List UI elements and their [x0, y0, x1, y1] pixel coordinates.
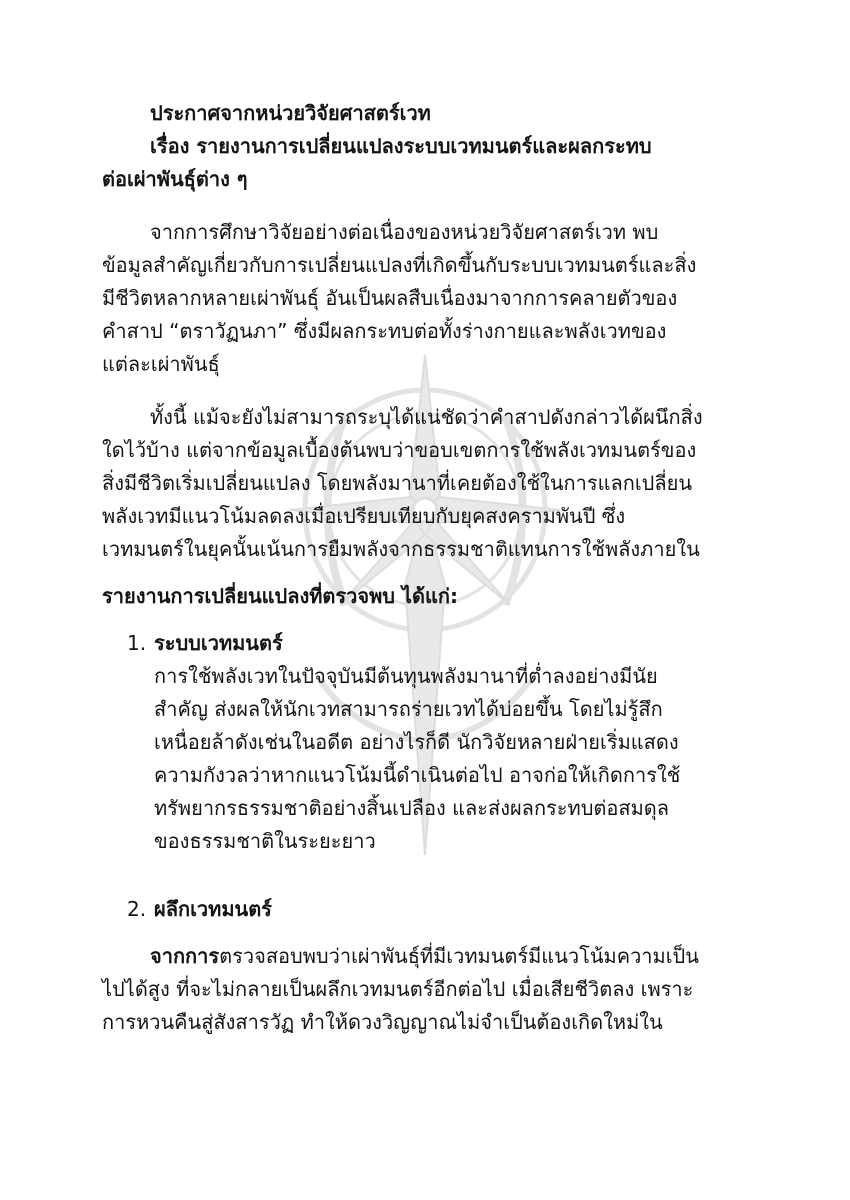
announcement-title: ประกาศจากหน่วยวิจัยศาสตร์เวท	[150, 101, 431, 125]
paragraph-line: ไปได้สูง ที่จะไม่กลายเป็นผลึกเวทมนตร์อีกต่อไป เมื่อเสียชีวิตลง เพราะ	[102, 977, 694, 1001]
list-item-title: ระบบเวทมนตร์	[154, 631, 283, 655]
paragraph-crystal	[102, 940, 748, 1039]
paragraph-line: สิ่งมีชีวิตเริ่มเปลี่ยนแปลง โดยพลังมานาที่เคยต้องใช้ในการแลกเปลี่ยน	[102, 471, 692, 495]
list-item-title: ผลึกเวทมนตร์	[154, 897, 272, 921]
report-heading: รายงานการเปลี่ยนแปลงที่ตรวจพบ ได้แก่:	[102, 584, 458, 608]
paragraph-line: มีชีวิตหลากหลายเผ่าพันธุ์ อันเป็นผลสืบเนื่องมาจากการคลายตัวของ	[102, 286, 678, 310]
document-body	[102, 97, 748, 1039]
paragraph-line	[102, 940, 748, 973]
announcement-subject-continued: ต่อเผ่าพันธุ์ต่าง ๆ	[102, 167, 248, 191]
announcement-heading	[102, 97, 748, 196]
paragraph-line: ข้อมูลสำคัญเกี่ยวกับการเปลี่ยนแปลงที่เกิดขึ้นกับระบบเวทมนตร์และสิ่ง	[102, 253, 697, 277]
paragraph-line: ทั้งนี้ แม้จะยังไม่สามารถระบุได้แน่ชัดว่าคำสาปดังกล่าวได้ผนึกสิ่ง	[150, 405, 703, 429]
list-item-magic-crystal	[102, 893, 748, 926]
list-item-number: 2.	[127, 897, 147, 921]
paragraph-details	[102, 401, 748, 566]
paragraph-line: คำสาป “ตราวัฏนภา” ซึ่งมีผลกระทบต่อทั้งร่างกายและพลังเวทของ	[102, 319, 667, 343]
list-item-line: ทรัพยากรธรรมชาติอย่างสิ้นเปลือง และส่งผลกระทบต่อสมดุล	[154, 796, 670, 820]
list-item-magic-system	[102, 627, 748, 858]
paragraph-line: จากการศึกษาวิจัยอย่างต่อเนื่องของหน่วยวิจัยศาสตร์เวท พบ	[150, 220, 659, 244]
announcement-subject: เรื่อง รายงานการเปลี่ยนแปลงระบบเวทมนตร์และผลกระทบ	[150, 134, 652, 158]
list-item-line: เหนื่อยล้าดังเช่นในอดีต อย่างไรก็ดี นักวิจัยหลายฝ่ายเริ่มแสดง	[154, 730, 679, 754]
paragraph-line: ใดไว้บ้าง แต่จากข้อมูลเบื้องต้นพบว่าขอบเขตการใช้พลังเวทมนตร์ของ	[102, 438, 697, 462]
paragraph-findings	[102, 216, 748, 381]
paragraph-lead-bold: จากการ	[150, 944, 220, 968]
list-item-line: การใช้พลังเวทในปัจจุบันมีต้นทุนพลังมานาที่ต่ำลงอย่างมีนัย	[154, 664, 658, 688]
list-item-number: 1.	[127, 631, 147, 655]
paragraph-lead-text: ตรวจสอบพบว่าเผ่าพันธุ์ที่มีเวทมนตร์มีแนวโน้มความเป็น	[219, 944, 699, 968]
paragraph-line: การหวนคืนสู่สังสารวัฏ ทำให้ดวงวิญญาณไม่จำเป็นต้องเกิดใหม่ใน	[102, 1010, 663, 1034]
list-item-line: ของธรรมชาติในระยะยาว	[154, 829, 376, 853]
list-item-line: ความกังวลว่าหากแนวโน้มนี้ดำเนินต่อไป อาจก่อให้เกิดการใช้	[154, 763, 681, 787]
paragraph-line: แต่ละเผ่าพันธุ์	[102, 352, 220, 376]
paragraph-line: พลังเวทมีแนวโน้มลดลงเมื่อเปรียบเทียบกับยุคสงครามพันปี ซึ่ง	[102, 504, 626, 528]
paragraph-line: เวทมนตร์ในยุคนั้นเน้นการยืมพลังจากธรรมชาติแทนการใช้พลังภายใน	[102, 537, 700, 561]
list-item-line: สำคัญ ส่งผลให้นักเวทสามารถร่ายเวทได้บ่อยขึ้น โดยไม่รู้สึก	[154, 697, 663, 721]
